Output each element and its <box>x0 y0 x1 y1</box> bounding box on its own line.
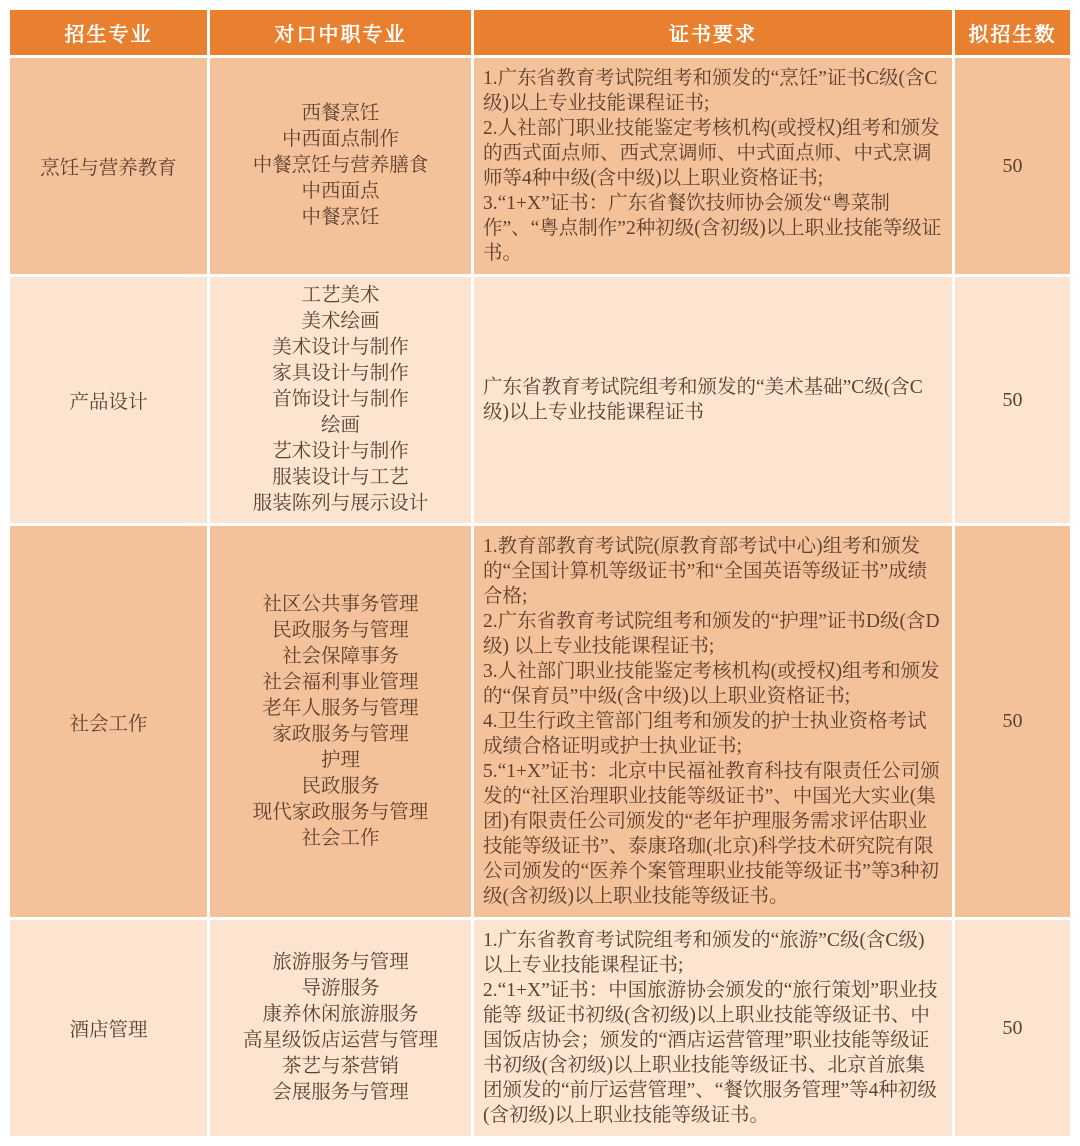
vocational-major-item: 工艺美术 <box>301 285 380 306</box>
certificate-item: 3.“1+X”证书：广东省餐饮技师协会颁发“粤菜制作”、“粤点制作”2种初级(含初级)以上职业技能等级证书。 <box>483 193 942 264</box>
table-row <box>10 277 1070 523</box>
certificate-item: 3.人社部门职业技能鉴定考核机构(或授权)组考和颁发的“保育员”中级(含中级)以上职业资格证书; <box>483 661 940 707</box>
vocational-major-item: 家具设计与制作 <box>272 363 409 384</box>
vocational-major-item: 社会工作 <box>301 827 380 849</box>
vocational-major-item: 中西面点制作 <box>281 129 399 150</box>
header-major: 招生专业 <box>10 10 207 55</box>
certificate-cell <box>474 58 952 274</box>
vocational-majors-cell <box>210 920 471 1136</box>
vocational-major-item: 社会保障事务 <box>281 645 399 667</box>
vocational-majors-cell <box>210 58 471 274</box>
vocational-major-item: 会展服务与管理 <box>272 1082 409 1103</box>
certificate-cell <box>474 920 952 1136</box>
certificate-item: 2.“1+X”证书：中国旅游协会颁发的“旅行策划”职业技能等 级证书初级(含初级)以上职业技能等级证书、中国饭店协会；颁发的“酒店运营管理”职业技能等级证书初级(含初级)以上职业技能等级证书、北京首旅集团颁发的“前厅运营管理”、“餐饮服务管理”等4种初级(含初级)以上职业技能等级证书。 <box>483 980 938 1126</box>
table-row <box>10 58 1070 274</box>
vocational-major-item: 社会福利事业管理 <box>262 671 419 693</box>
certificate-item: 2.人社部门职业技能鉴定考核机构(或授权)组考和颁发的西式面点师、西式烹调师、中式面点师、中式烹调师等4种中级(含中级)以上职业资格证书; <box>483 118 940 189</box>
vocational-major-item: 中西面点 <box>301 181 380 202</box>
vocational-major-item: 首饰设计与制作 <box>272 389 409 410</box>
vocational-major-item: 高星级饭店运营与管理 <box>242 1030 438 1051</box>
vocational-major-item: 民政服务 <box>301 775 380 797</box>
vocational-major-item: 服装设计与工艺 <box>272 467 409 488</box>
major-cell: 烹饪与营养教育 <box>10 58 207 274</box>
vocational-majors-cell <box>210 526 471 917</box>
certificate-cell <box>474 277 952 523</box>
major-cell: 酒店管理 <box>10 920 207 1136</box>
certificate-item: 1.教育部教育考试院(原教育部考试中心)组考和颁发的“全国计算机等级证书”和“全国英语等级证书”成绩合格; <box>483 536 928 607</box>
vocational-major-item: 现代家政服务与管理 <box>252 801 429 823</box>
vocational-major-item: 美术设计与制作 <box>272 337 409 358</box>
header-row <box>10 10 1070 55</box>
vocational-major-item: 民政服务与管理 <box>272 619 409 641</box>
header-certificate: 证书要求 <box>474 10 952 55</box>
vocational-major-item: 中餐烹饪与营养膳食 <box>252 155 429 176</box>
quota-cell: 50 <box>955 920 1070 1136</box>
vocational-major-item: 护理 <box>320 749 360 771</box>
certificate-item: 5.“1+X”证书：北京中民福祉教育科技有限责任公司颁发的“社区治理职业技能等级证书”、中国光大实业(集团)有限责任公司颁发的“老年护理服务需求评估职业技能等级证书”、泰康珞珈(北京)科学技术研究院有限公司颁发的“医养个案管理职业技能等级证书”等3种初级(含初级)以上职业技能等级证书。 <box>483 761 940 907</box>
major-cell: 产品设计 <box>10 277 207 523</box>
enrollment-table <box>7 7 1073 1139</box>
vocational-major-item: 绘画 <box>320 415 360 436</box>
certificate-item: 广东省教育考试院组考和颁发的“美术基础”C级(含C级)以上专业技能课程证书 <box>483 377 923 423</box>
vocational-major-item: 美术绘画 <box>301 311 380 332</box>
header-vocational: 对口中职专业 <box>210 10 471 55</box>
quota-cell: 50 <box>955 277 1070 523</box>
vocational-majors-cell <box>210 277 471 523</box>
vocational-major-item: 康养休闲旅游服务 <box>262 1004 419 1025</box>
vocational-major-item: 服装陈列与展示设计 <box>252 493 429 514</box>
vocational-major-item: 社区公共事务管理 <box>262 593 419 615</box>
certificate-cell <box>474 526 952 917</box>
quota-cell: 50 <box>955 58 1070 274</box>
certificate-item: 1.广东省教育考试院组考和颁发的“烹饪”证书C级(含C级)以上专业技能课程证书; <box>483 68 938 114</box>
table-body <box>10 58 1070 1136</box>
vocational-major-item: 家政服务与管理 <box>272 723 409 745</box>
vocational-major-item: 茶艺与茶营销 <box>281 1056 399 1077</box>
vocational-major-item: 艺术设计与制作 <box>272 441 409 462</box>
table-row <box>10 526 1070 917</box>
certificate-item: 1.广东省教育考试院组考和颁发的“旅游”C级(含C级)以上专业技能课程证书; <box>483 930 925 976</box>
vocational-major-item: 导游服务 <box>301 978 380 999</box>
certificate-item: 2.广东省教育考试院组考和颁发的“护理”证书D级(含D级) 以上专业技能课程证书; <box>483 611 940 657</box>
table-row <box>10 920 1070 1136</box>
vocational-major-item: 老年人服务与管理 <box>262 697 419 719</box>
header-quota: 拟招生数 <box>955 10 1070 55</box>
vocational-major-item: 中餐烹饪 <box>301 207 380 228</box>
vocational-major-item: 西餐烹饪 <box>301 103 380 124</box>
certificate-item: 4.卫生行政主管部门组考和颁发的护士执业资格考试成绩合格证明或护士执业证书; <box>483 711 927 757</box>
major-cell: 社会工作 <box>10 526 207 917</box>
vocational-major-item: 旅游服务与管理 <box>272 952 409 973</box>
quota-cell: 50 <box>955 526 1070 917</box>
